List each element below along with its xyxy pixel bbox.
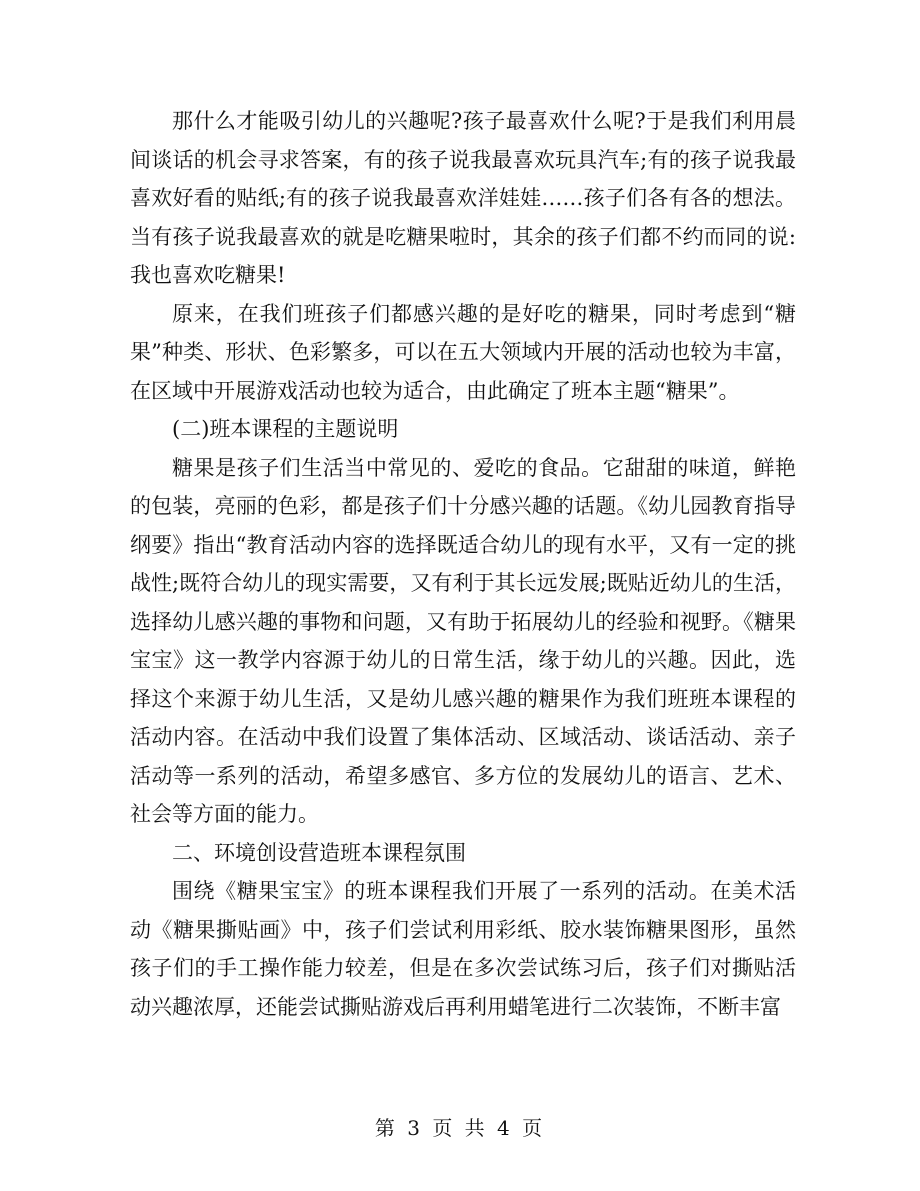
section-heading-environment: 二、环境创设营造班本课程氛围 — [172, 840, 466, 865]
document-body — [130, 102, 796, 1026]
paragraph-theme-origin: 原来，在我们班孩子们都感兴趣的是好吃的糖果，同时考虑到“糖果”种类、形状、色彩繁多，可以在五大领域内开展的活动也较为丰富，在区域中开展游戏活动也较为适合，由此确定了班本主题“糖果”。 — [130, 301, 796, 403]
paragraph-environment: 围绕《糖果宝宝》的班本课程我们开展了一系列的活动。在美术活动《糖果撕贴画》中，孩子们尝试利用彩纸、胶水装饰糖果图形，虽然孩子们的手工操作能力较差，但是在多次尝试练习后，孩子们对撕贴活动兴趣浓厚，还能尝试撕贴游戏后再利用蜡笔进行二次装饰，不断丰富 — [130, 879, 796, 1019]
section-heading-theme-description: (二)班本课程的主题说明 — [172, 417, 399, 441]
paragraph-theme-description: 糖果是孩子们生活当中常见的、爱吃的食品。它甜甜的味道，鲜艳的包装，亮丽的色彩，都是孩子们十分感兴趣的话题。《幼儿园教育指导纲要》指出“教育活动内容的选择既适合幼儿的现有水平，又有一定的挑战性;既符合幼儿的现实需要，又有利于其长远发展;既贴近幼儿的生活，选择幼儿感兴趣的事物和问题，又有助于拓展幼儿的经验和视野。《糖果宝宝》这一教学内容源于幼儿的日常生活，缘于幼儿的兴趣。因此，选择这个来源于幼儿生活，又是幼儿感兴趣的糖果作为我们班班本课程的活动内容。在活动中我们设置了集体活动、区域活动、谈话活动、亲子活动等一系列的活动，希望多感官、多方位的发展幼儿的语言、艺术、社会等方面的能力。 — [130, 455, 796, 826]
page-footer: 第 3 页 共 4 页 — [374, 1116, 546, 1140]
paragraph-interest-question: 那什么才能吸引幼儿的兴趣呢?孩子最喜欢什么呢?于是我们利用晨间谈话的机会寻求答案，有的孩子说我最喜欢玩具汽车;有的孩子说我最喜欢好看的贴纸;有的孩子说我最喜欢洋娃娃……孩子们各有各的想法。当有孩子说我最喜欢的就是吃糖果啦时，其余的孩子们都不约而同的说:我也喜欢吃糖果! — [130, 109, 796, 287]
